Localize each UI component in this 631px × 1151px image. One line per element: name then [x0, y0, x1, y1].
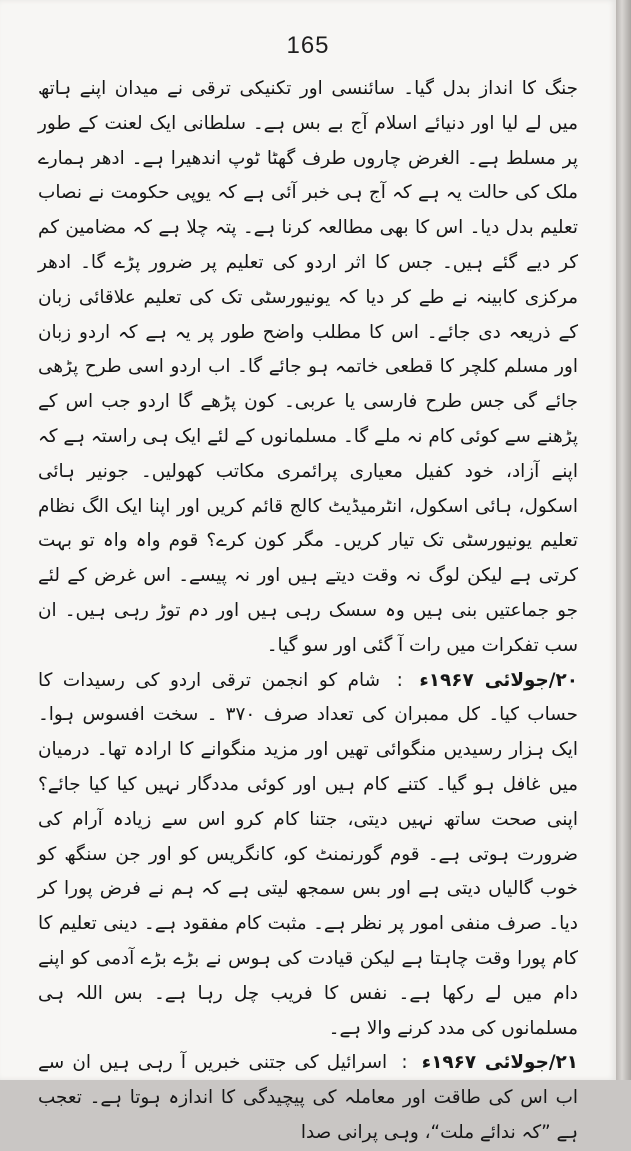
entry-separator: :: [401, 1052, 408, 1074]
paragraph-text: جنگ کا انداز بدل گیا۔ سائنسی اور تکنیکی ترقی نے میدان اپنے ہاتھ میں لے لیا اور دنیائے اسلام آج بے بس ہے۔ سلطانی ایک لعنت کے طور پر مسلط ہے۔ الغرض چاروں طرف گھٹا ٹوپ اندھیرا ہے۔ ادھر ہمارے ملک کی حالت یہ ہے کہ آج ہی خبر آئی ہے کہ یوپی حکومت نے نصاب تعلیم بدل دیا۔ اس کا بھی مطالعہ کرنا ہے۔ پتہ چلا ہے کہ مضامین کم کر دیے گئے ہیں۔ جس کا اثر اردو کی تعلیم پر ضرور پڑے گا۔ ادھر مرکزی کابینہ نے طے کر دیا کہ یونیورسٹی تک کی تعلیم علاقائی زبان کے ذریعہ دی جائے۔ اس کا مطلب واضح طور پر یہ ہے کہ اردو زبان اور مسلم کلچر کا قطعی خاتمہ ہو جائے گا۔ اب اردو اسی طرح پڑھی جائے گی جس طرح فارسی یا عربی۔ کون پڑھے گا اردو جب اس کے پڑھنے سے کوئی کام نہ ملے گا۔ مسلمانوں کے لئے ایک ہی راستہ ہے کہ اپنے آزاد، خود کفیل معیاری پرائمری مکاتب کھولیں۔ جونیر ہائی اسکول، ہائی اسکول، انٹرمیڈیٹ کالج قائم کریں اور اپنا ایک الگ نظام تعلیم یونیورسٹی تک تیار کریں۔ مگر کون کرے؟ قوم واہ واہ تو بہت کرتی ہے لیکن لوگ نہ وقت دیتے ہیں اور نہ پیسے۔ اس غرض کے لئے جو جماعتیں بنی ہیں وہ سسک رہی ہیں اور دم توڑ رہی ہیں۔ ان سب تفکرات میں رات آ گئی اور سو گیا۔: [38, 78, 578, 656]
book-page-edge: [616, 0, 631, 1080]
entry-date: ۲۱/جولائی ۱۹۶۷ء: [421, 1052, 578, 1074]
entry-text: اسرائیل کی جتنی خبریں آ رہی ہیں ان سے اب اس کی طاقت اور معاملہ کی پیچیدگی کا اندازہ ہوتا ہے۔ تعجب ہے ”کہ ندائے ملت“، وہی پرانی صدا: [38, 1052, 578, 1143]
entry-text: شام کو انجمن ترقی اردو کی رسیدات کا حساب کیا۔ کل ممبران کی تعداد صرف ۳۷۰ ۔ سخت افسوس ہوا۔ ایک ہزار رسیدیں منگوائی تھیں اور مزید منگوانے کا ارادہ تھا۔ درمیان میں غافل ہو گیا۔ کتنے کام ہیں اور کوئی مددگار نہیں کیا کیا جائے؟ اپنی صحت ساتھ نہیں دیتی، جتنا کام کرو اس سے زیادہ آرام کی ضرورت ہوتی ہے۔ قوم گورنمنٹ کو، کانگریس کو اور جن سنگھ کو خوب گالیاں دیتی ہے اور بس سمجھ لیتی ہے کہ ہم نے فرض پورا کر دیا۔ صرف منفی امور پر نظر ہے۔ مثبت کام مفقود ہے۔ دینی تعلیم کا کام پورا وقت چاہتا ہے لیکن قیادت کی ہوس نے بڑے بڑے آدمی کو اپنے دام میں لے رکھا ہے۔ نفس کا فریب چل رہا ہے۔ بس اللہ ہی مسلمانوں کی مدد کرنے والا ہے۔: [38, 669, 578, 1039]
diary-entry-july-21: [38, 1046, 578, 1150]
paragraph-intro: [38, 72, 578, 664]
diary-entry-july-20: [38, 664, 578, 1047]
entry-separator: :: [396, 669, 403, 691]
entry-date: ۲۰/جولائی ۱۹۶۷ء: [419, 669, 578, 691]
page-number: 165: [286, 32, 330, 59]
page-body-text: [38, 72, 578, 1151]
